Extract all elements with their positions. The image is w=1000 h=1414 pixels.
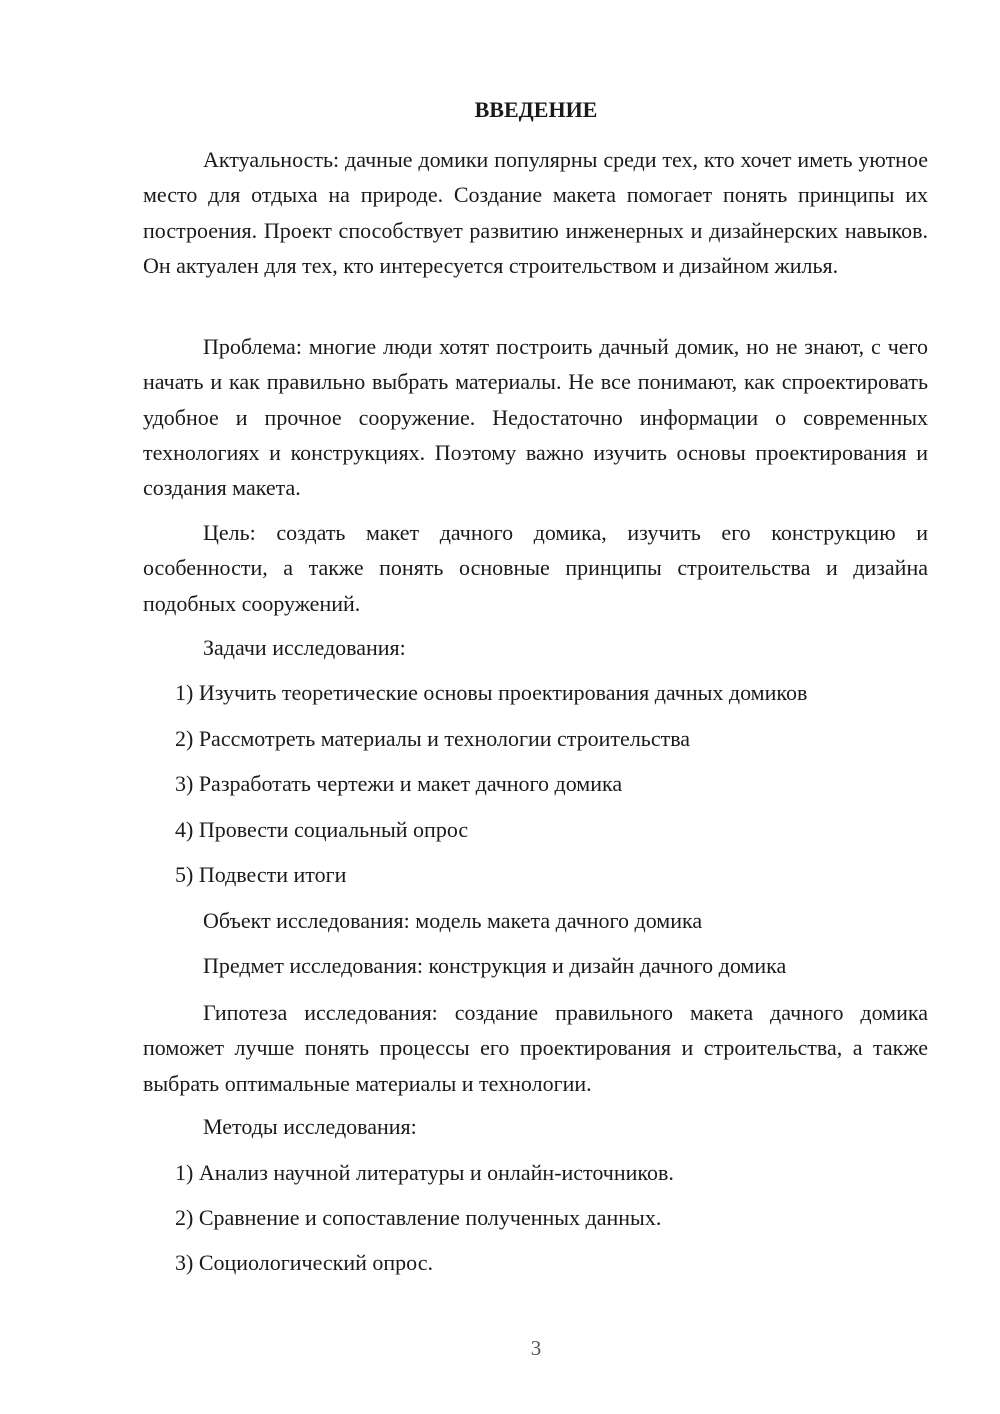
hypothesis-paragraph: Гипотеза исследования: создание правильного макета дачного домика поможет лучше понять процессы его проектирования и строительства, а также выбрать оптимальные материалы и технологии.: [143, 1000, 928, 1096]
method-item-1: 1) Анализ научной литературы и онлайн-источников.: [175, 1160, 674, 1185]
problem-paragraph-block: [143, 329, 928, 505]
method-item-2: 2) Сравнение и сопоставление полученных данных.: [175, 1205, 662, 1230]
goal-paragraph: Цель: создать макет дачного домика, изучить его конструкцию и особенности, а также понять основные принципы строительства и дизайна подобных сооружений.: [143, 520, 928, 616]
task-item-4: 4) Провести социальный опрос: [175, 817, 469, 842]
page-number: 3: [530, 1336, 542, 1360]
tasks-heading: Задачи исследования:: [203, 635, 406, 660]
research-object: Объект исследования: модель макета дачного домика: [203, 908, 703, 933]
methods-heading: Методы исследования:: [203, 1114, 417, 1139]
task-item-3: 3) Разработать чертежи и макет дачного домика: [175, 771, 623, 796]
task-item-5: 5) Подвести итоги: [175, 862, 347, 887]
relevance-paragraph-block: [143, 142, 928, 283]
task-item-2: 2) Рассмотреть материалы и технологии строительства: [175, 726, 691, 751]
task-item-1: 1) Изучить теоретические основы проектирования дачных домиков: [175, 680, 808, 705]
page-title: ВВЕДЕНИЕ: [474, 97, 598, 122]
research-subject: Предмет исследования: конструкция и дизайн дачного домика: [203, 953, 787, 978]
relevance-paragraph: Актуальность: дачные домики популярны среди тех, кто хочет иметь уютное место для отдыха на природе. Создание макета помогает понять принципы их построения. Проект способствует развитию инженерных и дизайнерских навыков. Он актуален для тех, кто интересуется строительством и дизайном жилья.: [143, 147, 928, 278]
method-item-3: 3) Социологический опрос.: [175, 1250, 433, 1275]
hypothesis-paragraph-block: [143, 995, 928, 1101]
problem-paragraph: Проблема: многие люди хотят построить дачный домик, но не знают, с чего начать и как правильно выбрать материалы. Не все понимают, как спроектировать удобное и прочное сооружение. Недостаточно информации о современных технологиях и конструкциях. Поэтому важно изучить основы проектирования и создания макета.: [143, 334, 928, 501]
goal-paragraph-block: [143, 515, 928, 621]
